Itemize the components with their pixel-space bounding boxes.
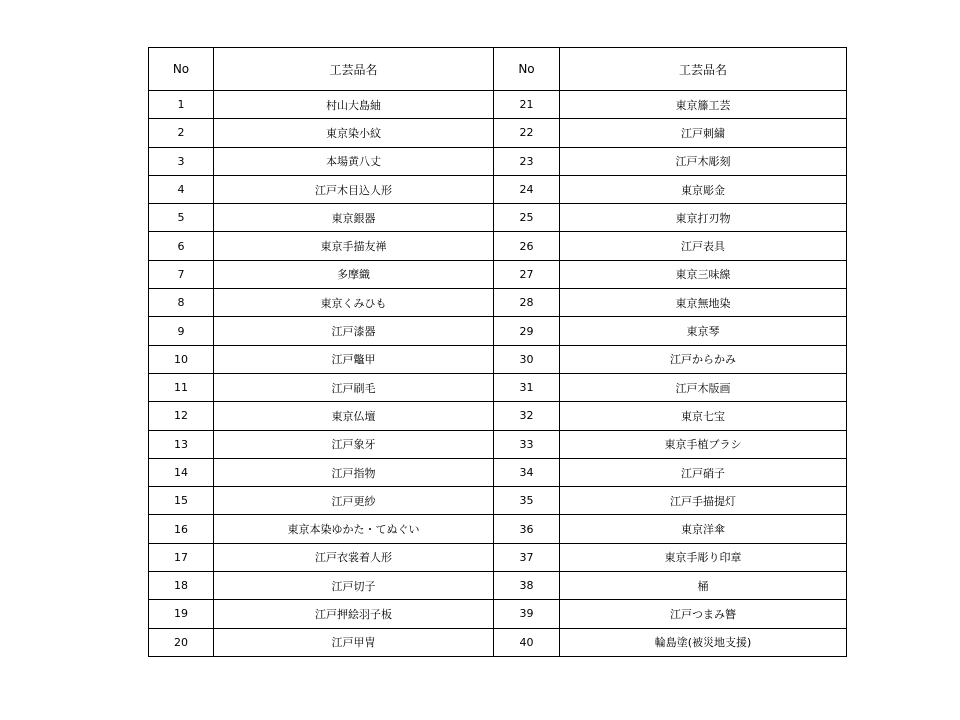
craft-number-right: 35 (494, 487, 560, 515)
craft-number-left: 2 (149, 119, 214, 147)
crafts-table-body (149, 91, 847, 657)
table-row (149, 289, 847, 317)
header-no-left: No (149, 48, 214, 91)
table-row (149, 345, 847, 373)
craft-number-right: 23 (494, 147, 560, 175)
craft-name-left: 江戸鼈甲 (214, 345, 494, 373)
craft-number-right: 29 (494, 317, 560, 345)
craft-number-right: 30 (494, 345, 560, 373)
craft-number-right: 39 (494, 600, 560, 628)
craft-number-right: 32 (494, 402, 560, 430)
craft-number-left: 14 (149, 458, 214, 486)
craft-name-right: 東京琴 (560, 317, 847, 345)
craft-number-right: 21 (494, 91, 560, 119)
table-row (149, 91, 847, 119)
craft-number-left: 16 (149, 515, 214, 543)
craft-name-right: 東京手彫り印章 (560, 543, 847, 571)
craft-number-right: 40 (494, 628, 560, 656)
craft-name-right: 東京七宝 (560, 402, 847, 430)
craft-name-right: 東京籐工芸 (560, 91, 847, 119)
craft-name-left: 江戸象牙 (214, 430, 494, 458)
craft-name-left: 江戸刷毛 (214, 373, 494, 401)
craft-name-right: 東京洋傘 (560, 515, 847, 543)
craft-name-right: 江戸手描提灯 (560, 487, 847, 515)
craft-name-left: 江戸指物 (214, 458, 494, 486)
craft-name-left: 東京仏壇 (214, 402, 494, 430)
table-row (149, 147, 847, 175)
craft-number-left: 1 (149, 91, 214, 119)
craft-name-left: 多摩織 (214, 260, 494, 288)
craft-number-left: 15 (149, 487, 214, 515)
craft-number-right: 25 (494, 204, 560, 232)
craft-number-right: 28 (494, 289, 560, 317)
craft-name-right: 東京無地染 (560, 289, 847, 317)
craft-name-right: 江戸つまみ簪 (560, 600, 847, 628)
craft-name-right: 東京彫金 (560, 175, 847, 203)
table-row (149, 515, 847, 543)
craft-name-left: 江戸押絵羽子板 (214, 600, 494, 628)
craft-name-left: 東京手描友禅 (214, 232, 494, 260)
table-row (149, 543, 847, 571)
craft-number-left: 20 (149, 628, 214, 656)
craft-name-right: 江戸木彫刻 (560, 147, 847, 175)
craft-name-right: 江戸からかみ (560, 345, 847, 373)
craft-name-right: 桶 (560, 572, 847, 600)
craft-number-right: 38 (494, 572, 560, 600)
craft-number-left: 13 (149, 430, 214, 458)
craft-name-left: 東京銀器 (214, 204, 494, 232)
table-row (149, 600, 847, 628)
craft-name-left: 江戸切子 (214, 572, 494, 600)
header-craft-name-right: 工芸品名 (560, 48, 847, 91)
craft-number-right: 24 (494, 175, 560, 203)
craft-number-right: 31 (494, 373, 560, 401)
craft-name-right: 東京打刃物 (560, 204, 847, 232)
table-row (149, 487, 847, 515)
header-row (149, 48, 847, 91)
craft-name-left: 村山大島紬 (214, 91, 494, 119)
table-row (149, 402, 847, 430)
crafts-table (148, 47, 847, 657)
craft-number-left: 10 (149, 345, 214, 373)
craft-number-right: 33 (494, 430, 560, 458)
craft-name-left: 江戸衣裳着人形 (214, 543, 494, 571)
craft-number-left: 11 (149, 373, 214, 401)
craft-name-right: 輪島塗(被災地支援) (560, 628, 847, 656)
table-row (149, 204, 847, 232)
table-row (149, 430, 847, 458)
craft-name-left: 江戸更紗 (214, 487, 494, 515)
craft-number-left: 18 (149, 572, 214, 600)
craft-name-right: 江戸表具 (560, 232, 847, 260)
craft-number-left: 5 (149, 204, 214, 232)
craft-number-left: 17 (149, 543, 214, 571)
table-row (149, 317, 847, 345)
craft-name-left: 東京本染ゆかた・てぬぐい (214, 515, 494, 543)
table-row (149, 260, 847, 288)
craft-number-right: 34 (494, 458, 560, 486)
craft-name-right: 江戸硝子 (560, 458, 847, 486)
craft-number-right: 26 (494, 232, 560, 260)
craft-name-right: 東京三味線 (560, 260, 847, 288)
craft-number-right: 27 (494, 260, 560, 288)
craft-number-right: 37 (494, 543, 560, 571)
table-row (149, 572, 847, 600)
craft-name-left: 本場黄八丈 (214, 147, 494, 175)
craft-name-left: 東京染小紋 (214, 119, 494, 147)
craft-number-left: 6 (149, 232, 214, 260)
craft-number-left: 7 (149, 260, 214, 288)
craft-name-right: 江戸木版画 (560, 373, 847, 401)
header-craft-name-left: 工芸品名 (214, 48, 494, 91)
table-row (149, 373, 847, 401)
craft-number-left: 19 (149, 600, 214, 628)
table-row (149, 628, 847, 656)
craft-number-right: 36 (494, 515, 560, 543)
table-row (149, 232, 847, 260)
craft-number-left: 4 (149, 175, 214, 203)
craft-name-left: 江戸甲冑 (214, 628, 494, 656)
table-row (149, 119, 847, 147)
craft-name-right: 江戸刺繍 (560, 119, 847, 147)
craft-number-left: 9 (149, 317, 214, 345)
table-row (149, 175, 847, 203)
craft-number-left: 8 (149, 289, 214, 317)
header-no-right: No (494, 48, 560, 91)
craft-number-left: 12 (149, 402, 214, 430)
craft-name-left: 江戸木目込人形 (214, 175, 494, 203)
craft-name-right: 東京手植ブラシ (560, 430, 847, 458)
craft-number-left: 3 (149, 147, 214, 175)
table-row (149, 458, 847, 486)
craft-name-left: 江戸漆器 (214, 317, 494, 345)
craft-number-right: 22 (494, 119, 560, 147)
craft-name-left: 東京くみひも (214, 289, 494, 317)
